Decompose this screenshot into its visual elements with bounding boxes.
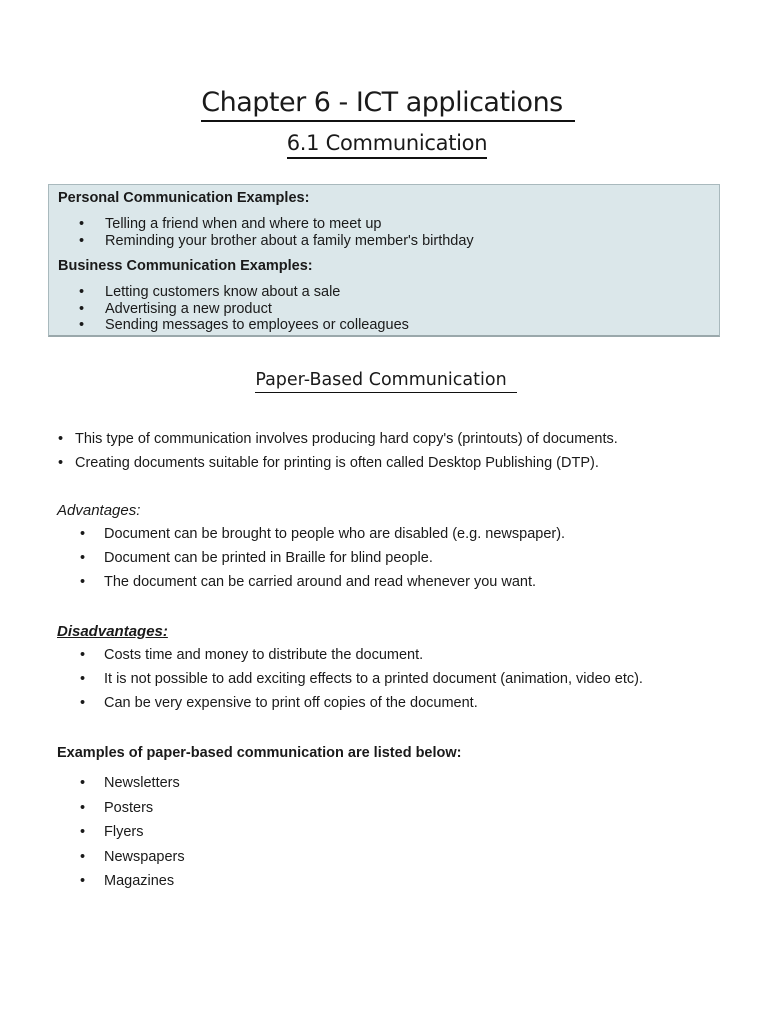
list-item: • Telling a friend when and where to meet up (79, 216, 474, 233)
page-subtitle: 6.1 Communication (287, 130, 488, 159)
personal-examples-heading: Personal Communication Examples: (58, 190, 310, 206)
advantages-heading: Advantages: (57, 502, 141, 519)
list-item: • The document can be carried around and read whenever you want. (80, 570, 565, 594)
list-item: • Document can be printed in Braille for blind people. (80, 546, 565, 570)
list-item: • This type of communication involves producing hard copy's (printouts) of documents. (58, 427, 618, 451)
list-item: • Magazines (80, 869, 185, 894)
list-item: • Flyers (80, 820, 185, 845)
list-item: • Can be very expensive to print off copies of the document. (80, 691, 643, 715)
section-heading: Paper-Based Communication (255, 368, 516, 393)
list-item: • Newspapers (80, 845, 185, 870)
personal-examples-list (79, 216, 474, 249)
disadvantages-heading: Disadvantages: (57, 623, 168, 640)
list-item: • Document can be brought to people who are disabled (e.g. newspaper). (80, 522, 565, 546)
advantages-list (80, 522, 565, 594)
list-item: • Newsletters (80, 771, 185, 796)
list-item: • Advertising a new product (79, 301, 409, 318)
intro-list (58, 427, 618, 475)
disadvantages-list (80, 643, 643, 715)
list-item: • It is not possible to add exciting effects to a printed document (animation, video etc). (80, 667, 643, 691)
list-item: • Posters (80, 796, 185, 821)
list-item: • Sending messages to employees or colleagues (79, 317, 409, 334)
section-heading-wrapper (0, 368, 768, 393)
list-item: • Costs time and money to distribute the document. (80, 643, 643, 667)
list-item: • Reminding your brother about a family member's birthday (79, 233, 474, 250)
list-item: • Letting customers know about a sale (79, 284, 409, 301)
business-examples-list (79, 284, 409, 334)
communication-examples-box (48, 184, 720, 337)
title-block (0, 86, 768, 159)
business-examples-heading: Business Communication Examples: (58, 258, 313, 274)
examples-heading: Examples of paper-based communication are listed below: (57, 745, 462, 761)
page-title: Chapter 6 - ICT applications (201, 86, 575, 122)
examples-list (80, 771, 185, 894)
list-item: • Creating documents suitable for printing is often called Desktop Publishing (DTP). (58, 451, 618, 475)
